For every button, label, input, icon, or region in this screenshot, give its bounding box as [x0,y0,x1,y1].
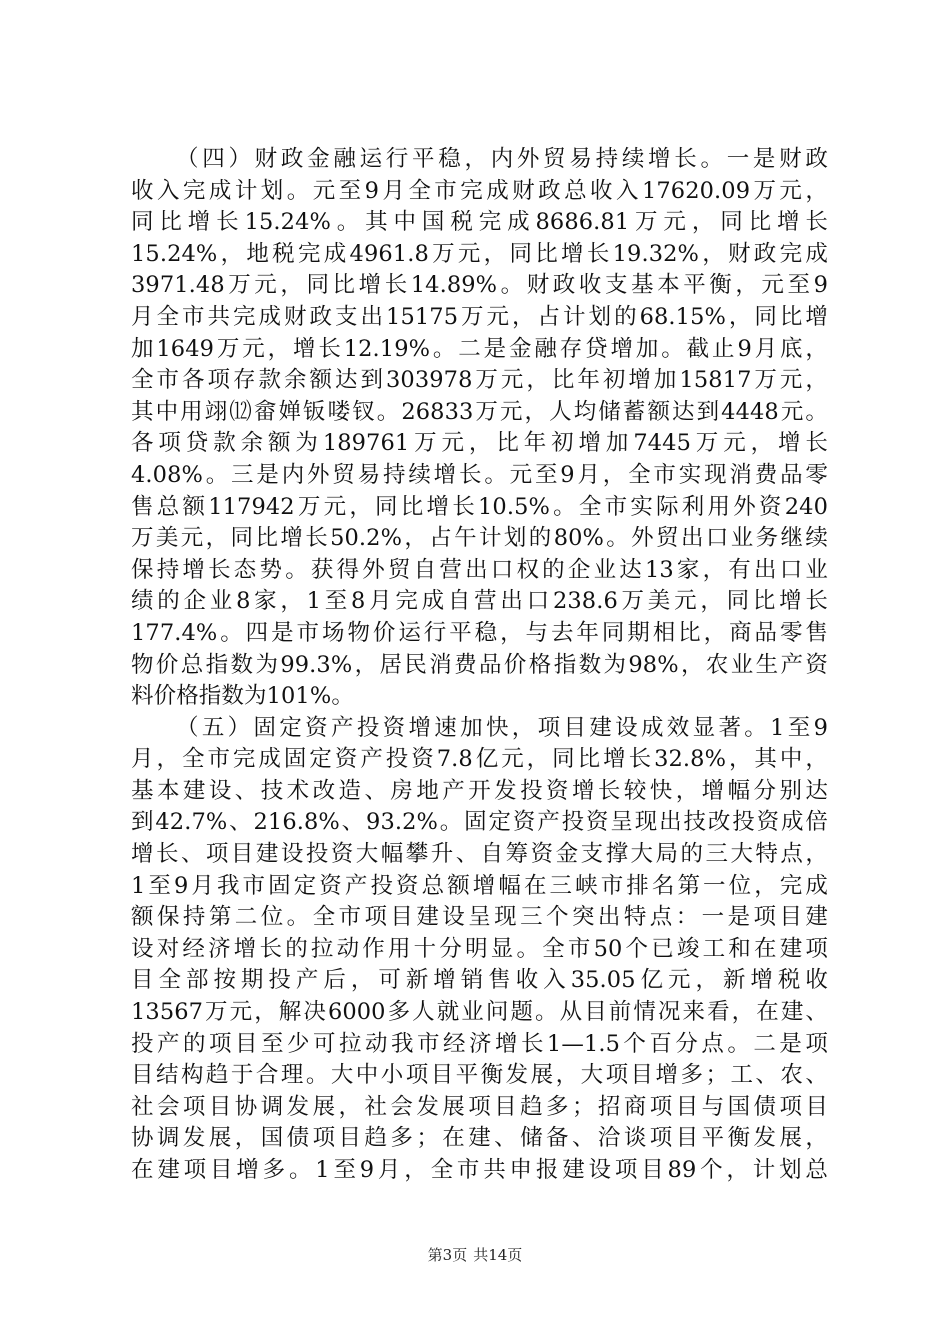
paragraph-line: 1至9月我市固定资产投资总额增幅在三峡市排名第一位，完成 [131,872,828,899]
paragraph-line: 全市各项存款余额达到303978万元，比年初增加15817万元， [131,367,828,394]
paragraph-line: 到42.7%、216.8%、93.2%。固定资产投资呈现出技改投资成倍 [131,809,828,836]
paragraph-line: 177.4%。四是市场物价运行平稳，与去年同期相比，商品零售 [131,619,828,646]
paragraph-line: 各项贷款余额为189761万元，比年初增加7445万元，增长 [131,430,828,457]
paragraph-line: 月全市共完成财政支出15175万元，占计划的68.15%，同比增 [131,303,828,330]
page-footer [0,1244,950,1265]
paragraph-line: 加1649万元，增长12.19%。二是金融存贷增加。截止9月底， [131,335,828,362]
paragraph-line: 设对经济增长的拉动作用十分明显。全市50个已竣工和在建项 [131,935,828,962]
paragraph-line: 额保持第二位。全市项目建设呈现三个突出特点：一是项目建 [131,904,828,931]
paragraph-line: 物价总指数为99.3%，居民消费品价格指数为98%，农业生产资 [131,651,828,678]
paragraph-line: 其中用翊⑿畲婵钣喽钗。26833万元，人均储蓄额达到4448元。 [131,398,828,425]
paragraph-line: 基本建设、技术改造、房地产开发投资增长较快，增幅分别达 [131,777,828,804]
paragraph-line: 月，全市完成固定资产投资7.8亿元，同比增长32.8%，其中， [131,746,828,773]
paragraph-line: 同比增长15.24%。其中国税完成8686.81万元，同比增长 [131,209,828,236]
paragraph-line: 售总额117942万元，同比增长10.5%。全市实际利用外资240 [131,493,828,520]
paragraph-line: 15.24%，地税完成4961.8万元，同比增长19.32%，财政完成 [131,240,828,267]
paragraph-line: 3971.48万元，同比增长14.89%。财政收支基本平衡，元至9 [131,272,828,299]
body-text [131,144,828,1187]
page-number: 第3页 [427,1246,468,1264]
paragraph-line: 收入完成计划。元至9月全市完成财政总收入17620.09万元， [131,177,828,204]
page-total: 共14页 [473,1246,523,1264]
paragraph-line: 在建项目增多。1至9月，全市共申报建设项目89个，计划总 [131,1157,828,1183]
paragraph-line: （四）财政金融运行平稳，内外贸易持续增长。一是财政 [176,146,828,172]
paragraph-line: 13567万元，解决6000多人就业问题。从目前情况来看，在建、 [131,999,828,1026]
paragraph-line: 目结构趋于合理。大中小项目平衡发展，大项目增多；工、农、 [131,1062,828,1089]
paragraph-line: 万美元，同比增长50.2%，占午计划的80%。外贸出口业务继续 [131,525,828,552]
paragraph-line: 4.08%。三是内外贸易持续增长。元至9月，全市实现消费品零 [131,461,828,488]
paragraph-line: 增长、项目建设投资大幅攀升、自筹资金支撑大局的三大特点， [131,841,828,868]
paragraph-line: 保持增长态势。获得外贸自营出口权的企业达13家，有出口业 [131,556,828,583]
paragraph-line: （五）固定资产投资增速加快，项目建设成效显著。1至9 [176,714,828,741]
paragraph-line: 投产的项目至少可拉动我市经济增长1—1.5个百分点。二是项 [131,1030,828,1057]
paragraph-line: 料价格指数为101%。 [131,683,354,710]
paragraph-line: 社会项目协调发展，社会发展项目趋多；招商项目与国债项目 [131,1093,828,1120]
paragraph-line: 协调发展，国债项目趋多；在建、储备、洽谈项目平衡发展， [131,1125,828,1152]
paragraph-line: 绩的企业8家，1至8月完成自营出口238.6万美元，同比增长 [131,588,828,615]
paragraph-line: 目全部按期投产后，可新增销售收入35.05亿元，新增税收 [131,967,828,994]
